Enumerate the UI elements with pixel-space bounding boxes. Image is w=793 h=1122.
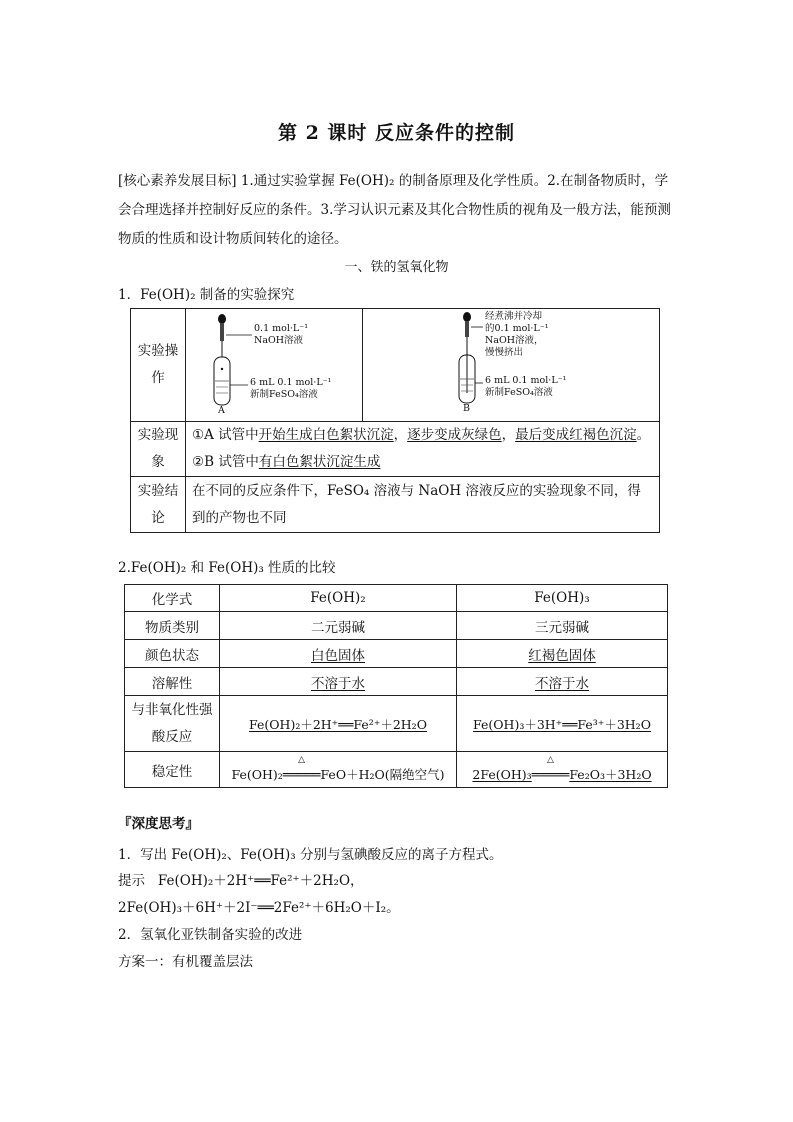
cell-category-b: 三元弱碱: [457, 612, 668, 640]
phenomenon-b: ②B 试管中有白色絮状沉淀生成: [192, 454, 381, 470]
hint-line: [118, 869, 364, 889]
row-label-stability: 稳定性: [125, 752, 220, 788]
item1-heading: 1．Fe(OH)₂ 制备的实验探究: [118, 287, 295, 303]
fig-b-top-label-3: NaOH溶液，: [485, 335, 544, 346]
header-formula: 化学式: [125, 585, 220, 612]
fig-b-top-label-1: 经煮沸并冷却: [485, 311, 543, 322]
fig-b-top-label-4: 慢慢挤出: [485, 347, 524, 358]
question-2: 2．氢氧化亚铁制备实验的改进: [118, 927, 303, 943]
row-label-solubility: 溶解性: [125, 668, 220, 696]
cell-color-a: 白色固体: [220, 640, 457, 668]
fig-a-bottom-label-2: 新制FeSO₄溶液: [250, 389, 318, 400]
fig-a-top-label-2: NaOH溶液: [254, 335, 304, 346]
row-label-operation: 实验操作: [131, 309, 186, 422]
cell-solubility-b: 不溶于水: [457, 668, 668, 696]
hint-label: 提示: [118, 873, 145, 889]
figure-a-cell: [186, 309, 363, 422]
fig-b-bottom-label-1: 6 mL 0.1 mol·L⁻¹: [485, 375, 567, 386]
cell-acid-a: Fe(OH)₂＋2H⁺══Fe²⁺＋2H₂O: [220, 696, 457, 752]
section-heading: 一、铁的氢氧化物: [344, 260, 449, 275]
heat-arrow-icon: △ ═════: [282, 754, 321, 782]
core-goals: [118, 167, 676, 254]
fig-a-top-label-1: 0.1 mol·L⁻¹: [254, 323, 309, 334]
row-label-category: 物质类别: [125, 612, 220, 640]
cell-stability-a: Fe(OH)₂ △ ═════FeO＋H₂O(隔绝空气): [220, 752, 457, 788]
fig-b-letter: B: [463, 403, 470, 414]
properties-table: [124, 584, 668, 788]
core-goals-tag: [核心素养发展目标]: [118, 173, 237, 189]
fig-a-letter: A: [218, 405, 225, 416]
cell-category-a: 二元弱碱: [220, 612, 457, 640]
fig-b-bottom-label-2: 新制FeSO₄溶液: [485, 387, 553, 398]
core-goals-body: 1.通过实验掌握 Fe(OH)₂ 的制备原理及化学性质。2.在制备物质时，学会合理选择并控制好反应的条件。3.学习认识元素及其化合物性质的视角及一般方法，能预测物质的性质和设计物质间转化的途径。: [118, 173, 671, 247]
heat-arrow-icon: △ ═════: [531, 754, 570, 782]
plan-1: 方案一：有机覆盖层法: [118, 954, 253, 970]
phenomenon-cell: [186, 422, 660, 477]
row-label-acid: 与非氧化性强酸反应: [125, 696, 220, 752]
cell-stability-b: 2Fe(OH)₃ △ ═════Fe₂O₃＋3H₂O: [457, 752, 668, 788]
header-feoh3: Fe(OH)₃: [457, 585, 668, 612]
cell-solubility-a: 不溶于水: [220, 668, 457, 696]
cell-acid-b: Fe(OH)₃＋3H⁺══Fe³⁺＋3H₂O: [457, 696, 668, 752]
experiment-table: [130, 308, 660, 533]
conclusion-cell: 在不同的反应条件下，FeSO₄ 溶液与 NaOH 溶液反应的实验现象不同，得到的产物也不同: [186, 477, 660, 533]
row-label-phenomenon: 实验现象: [131, 422, 186, 477]
row-label-conclusion: 实验结论: [131, 477, 186, 533]
fig-a-bottom-label-1: 6 mL 0.1 mol·L⁻¹: [250, 377, 332, 388]
page-title: 第 2 课时 反应条件的控制: [277, 122, 516, 144]
phenomenon-a: ①A 试管中开始生成白色絮状沉淀，逐步变成灰绿色，最后变成红褐色沉淀。: [192, 427, 651, 443]
hint-equation-2: 2Fe(OH)₃＋6H⁺＋2I⁻══2Fe²⁺＋6H₂O＋I₂。: [118, 900, 400, 916]
row-label-color: 颜色状态: [125, 640, 220, 668]
deep-think-heading: 『深度思考』: [118, 816, 199, 832]
hint-equation-1: Fe(OH)₂＋2H⁺══Fe²⁺＋2H₂O，: [157, 873, 364, 889]
figure-b-cell: [363, 309, 660, 422]
fig-b-top-label-2: 的0.1 mol·L⁻¹: [485, 323, 549, 334]
cell-color-b: 红褐色固体: [457, 640, 668, 668]
header-feoh2: Fe(OH)₂: [220, 585, 457, 612]
item2-heading: 2.Fe(OH)₂ 和 Fe(OH)₃ 性质的比较: [118, 560, 336, 576]
question-1: 1．写出 Fe(OH)₂、Fe(OH)₃ 分别与氢碘酸反应的离子方程式。: [118, 847, 503, 863]
